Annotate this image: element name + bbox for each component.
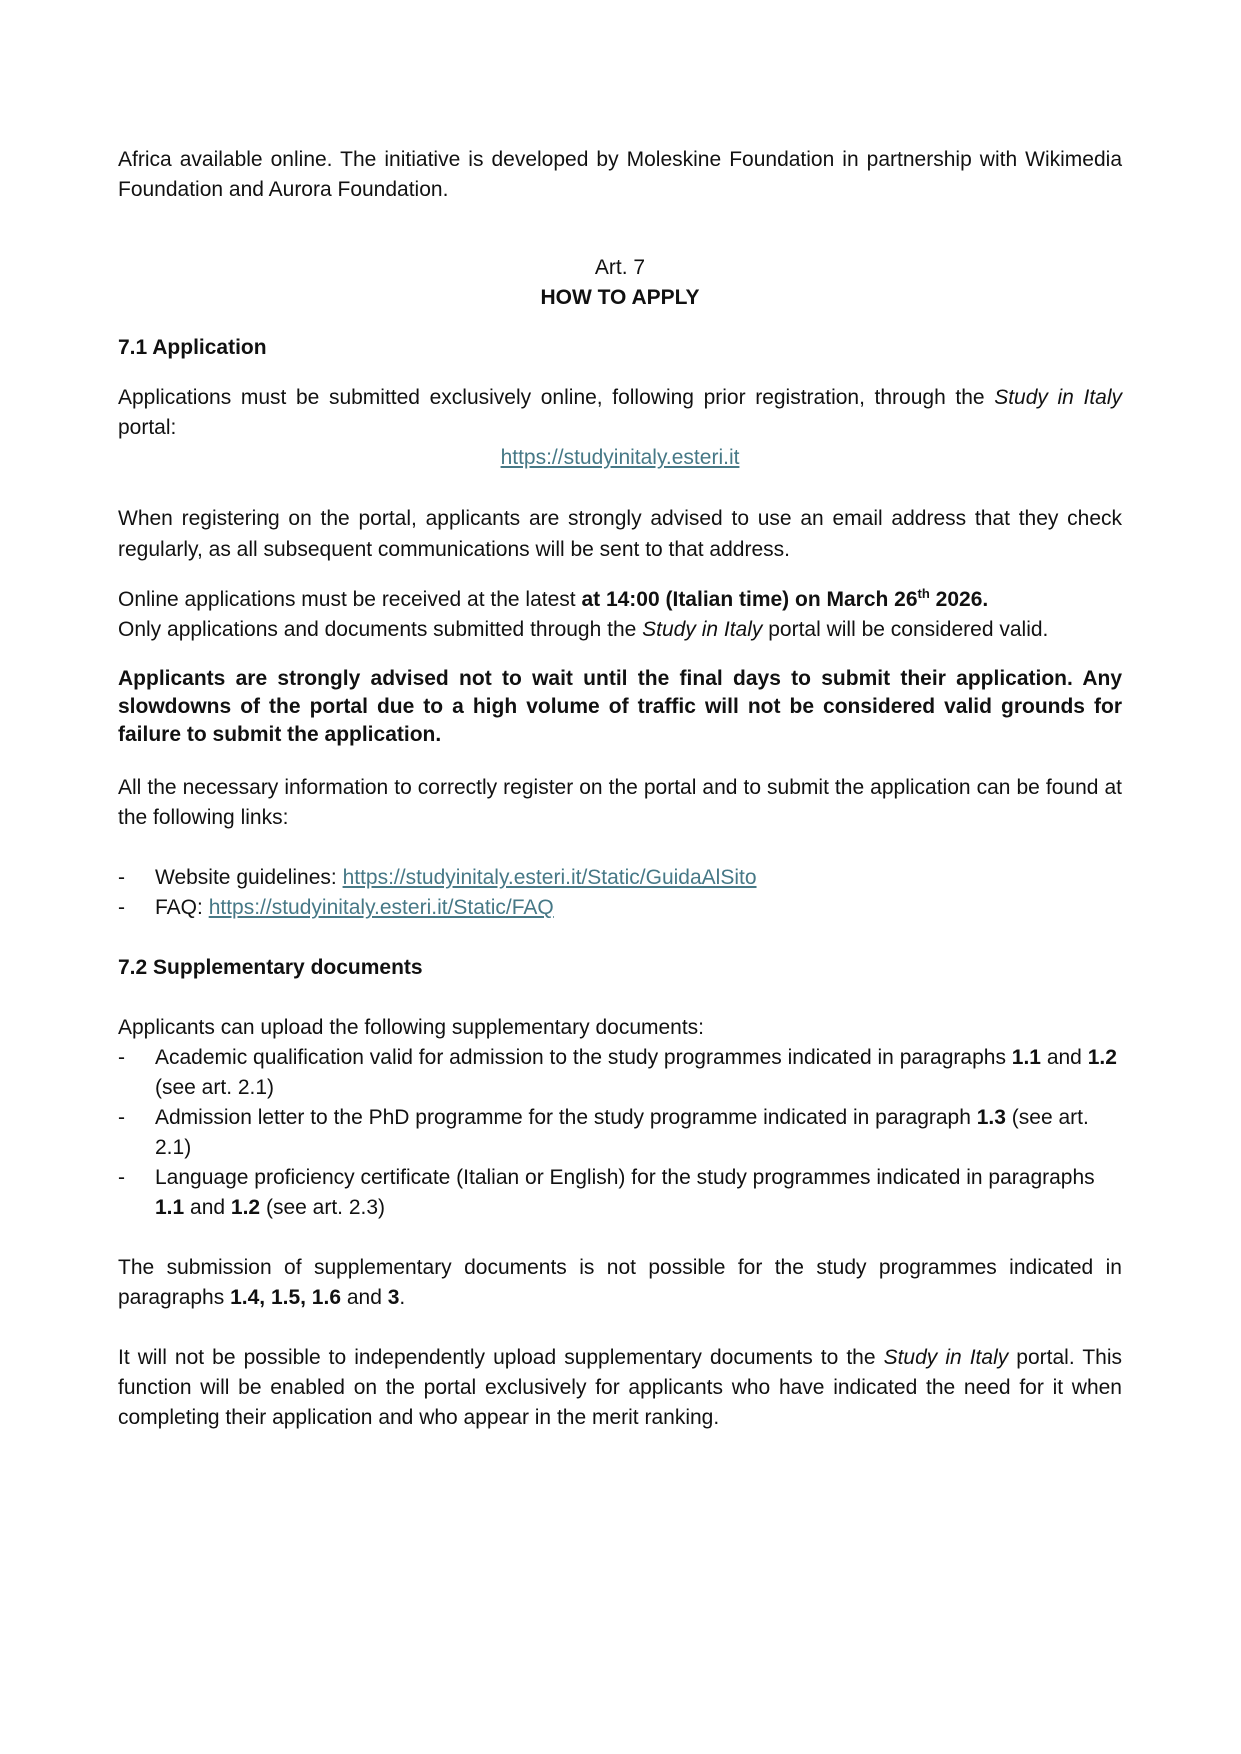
- valid-text-post: portal will be considered valid.: [762, 618, 1049, 641]
- paragraph-ref: 1.3: [976, 1106, 1006, 1129]
- intro-paragraph: Africa available online. The initiative is developed by Moleskine Foundation in partnership with Wikimedia Foundation and Aurora Foundation.: [118, 148, 1122, 201]
- links-list: [118, 863, 1122, 923]
- warning-paragraph: Applicants are strongly advised not to wait until the final days to submit their application. Any slowdowns of the portal due to a high volume of traffic will not be considered valid grounds for failure to submit the application.: [118, 667, 1122, 746]
- dash-bullet: -: [118, 866, 125, 889]
- item-text: Admission letter to the PhD programme for the study programme indicated in paragraph: [155, 1106, 977, 1129]
- article-number: Art. 7: [594, 256, 646, 279]
- dash-bullet: -: [118, 1046, 125, 1069]
- paragraph-ref: 1.2: [230, 1196, 261, 1219]
- study-in-italy-italic: Study in Italy: [883, 1346, 1009, 1369]
- final-text-post: portal. This function will be enabled on the portal exclusively for applicants who have indicated the need for it when completing their application and who appear in the merit ranking.: [118, 1346, 1123, 1429]
- item-text: Academic qualification valid for admission to the study programmes indicated in paragraphs: [155, 1046, 1012, 1069]
- study-in-italy-italic: Study in Italy: [642, 618, 763, 641]
- link-label: Website guidelines:: [155, 866, 343, 889]
- paragraph-refs: 1.4, 1.5, 1.6: [230, 1286, 341, 1309]
- not-possible-paragraph: [118, 1253, 1122, 1313]
- portal-link[interactable]: https://studyinitaly.esteri.it: [500, 446, 740, 469]
- not-possible-text: and: [341, 1286, 388, 1309]
- link-label: FAQ:: [155, 896, 209, 919]
- item-text: (see art. 2.1): [155, 1106, 1089, 1159]
- supplementary-intro: Applicants can upload the following supplementary documents:: [118, 1016, 705, 1039]
- item-text: Language proficiency certificate (Italian or English) for the study programmes indicated in paragraphs: [155, 1166, 1095, 1189]
- final-paragraph: [118, 1343, 1122, 1433]
- item-text: (see art. 2.1): [155, 1076, 275, 1099]
- deadline-sup: th: [917, 586, 930, 601]
- deadline-text-pre: Online applications must be received at the latest: [118, 588, 582, 611]
- item-text: and: [1040, 1046, 1088, 1069]
- list-item: [118, 1163, 1122, 1223]
- section-heading-7-2: 7.2 Supplementary documents: [118, 956, 423, 979]
- paragraph-ref: 3: [387, 1286, 400, 1309]
- list-item: [118, 893, 1122, 923]
- portal-link-line: [118, 443, 1122, 473]
- article-title: HOW TO APPLY: [540, 286, 700, 309]
- paragraph-ref: 1.1: [1011, 1046, 1041, 1069]
- registration-paragraph: When registering on the portal, applicants are strongly advised to use an email address that they check regularly, as all subsequent communications will be sent to that address.: [118, 507, 1122, 561]
- list-item: [118, 863, 1122, 893]
- supplementary-list: [118, 1043, 1122, 1223]
- paragraph-ref: 1.1: [155, 1196, 185, 1219]
- item-text: and: [184, 1196, 231, 1219]
- dash-bullet: -: [118, 1166, 125, 1189]
- application-text-post: portal:: [118, 416, 177, 439]
- not-possible-text: .: [399, 1286, 406, 1309]
- list-item: [118, 1103, 1122, 1163]
- document-page: [118, 145, 1122, 1433]
- dash-bullet: -: [118, 896, 125, 919]
- section-heading-7-1: 7.1 Application: [118, 336, 267, 359]
- application-paragraph: [118, 383, 1122, 443]
- guidelines-link[interactable]: https://studyinitaly.esteri.it/Static/GuidaAlSito: [342, 866, 757, 889]
- links-intro-paragraph: All the necessary information to correctly register on the portal and to submit the application can be found at the following links:: [118, 776, 1122, 829]
- list-item: [118, 1043, 1122, 1103]
- paragraph-ref: 1.2: [1087, 1046, 1117, 1069]
- item-text: (see art. 2.3): [260, 1196, 386, 1219]
- valid-text-pre: Only applications and documents submitted through the: [118, 618, 643, 641]
- application-text-pre: Applications must be submitted exclusively online, following prior registration, through the: [118, 386, 995, 409]
- deadline-year: 2026.: [929, 588, 989, 611]
- not-possible-text: The submission of supplementary documents is not possible for the study programmes indicated in paragraphs: [118, 1256, 1122, 1309]
- study-in-italy-italic: Study in Italy: [994, 386, 1122, 409]
- faq-link[interactable]: https://studyinitaly.esteri.it/Static/FAQ: [208, 896, 554, 919]
- dash-bullet: -: [118, 1106, 125, 1129]
- deadline-paragraph: [118, 585, 1122, 615]
- final-text-pre: It will not be possible to independently upload supplementary documents to the: [118, 1346, 884, 1369]
- deadline-date: at 14:00 (Italian time) on March 26: [581, 588, 918, 611]
- valid-submission-paragraph: [118, 615, 1122, 645]
